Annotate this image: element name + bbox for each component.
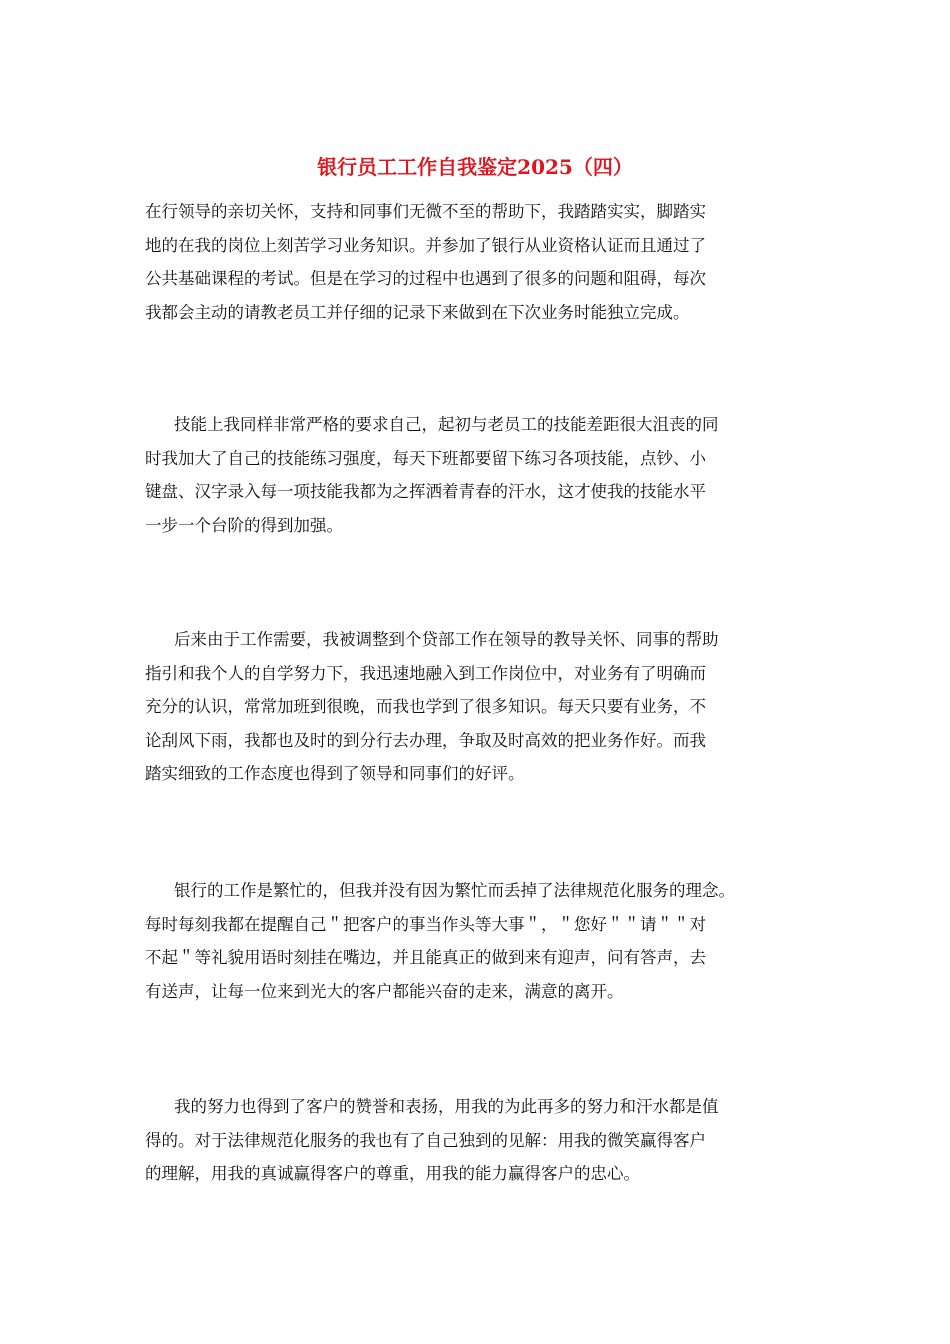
- paragraph-2: [145, 408, 825, 542]
- paragraph-4: [145, 874, 825, 1008]
- paragraph-5: [145, 1090, 825, 1191]
- paragraph-line: 每时每刻我都在提醒自己＂把客户的事当作头等大事＂，＂您好＂＂请＂＂对: [145, 914, 706, 934]
- paragraph-line: 技能上我同样非常严格的要求自己，起初与老员工的技能差距很大沮丧的同: [174, 415, 719, 434]
- document-title: 银行员工工作自我鉴定2025（四）: [317, 155, 633, 179]
- paragraph-line: 在行领导的亲切关怀，支持和同事们无微不至的帮助下，我踏踏实实，脚踏实: [145, 202, 706, 221]
- paragraph-line: 地的在我的岗位上刻苦学习业务知识。并参加了银行从业资格认证而且通过了: [145, 235, 706, 255]
- paragraph-line: 的理解，用我的真诚赢得客户的尊重，用我的能力赢得客户的忠心。: [145, 1164, 640, 1183]
- paragraph-3: [145, 623, 825, 791]
- paragraph-line: 论刮风下雨，我都也及时的到分行去办理，争取及时高效的把业务作好。而我: [145, 730, 706, 750]
- paragraph-line: 得的。对于法律规范化服务的我也有了自己独到的见解：用我的微笑赢得客户: [145, 1130, 706, 1150]
- paragraph-line: 后来由于工作需要，我被调整到个贷部工作在领导的教导关怀、同事的帮助: [174, 630, 719, 649]
- paragraph-line: 时我加大了自己的技能练习强度，每天下班都要留下练习各项技能，点钞、小: [145, 448, 706, 468]
- paragraph-line: 充分的认识，常常加班到很晚，而我也学到了很多知识。每天只要有业务，不: [145, 697, 706, 716]
- paragraph-line: 有送声，让每一位来到光大的客户都能兴奋的走来，满意的离开。: [145, 981, 624, 1001]
- paragraph-1: [145, 195, 825, 329]
- paragraph-line: 我的努力也得到了客户的赞誉和表扬，用我的为此再多的努力和汗水都是值: [174, 1097, 719, 1116]
- paragraph-line: 公共基础课程的考试。但是在学习的过程中也遇到了很多的问题和阻碍，每次: [145, 269, 706, 288]
- paragraph-line: 一步一个台阶的得到加强。: [145, 515, 343, 535]
- paragraph-line: 银行的工作是繁忙的，但我并没有因为繁忙而丢掉了法律规范化服务的理念。: [174, 881, 735, 900]
- paragraph-line: 我都会主动的请教老员工并仔细的记录下来做到在下次业务时能独立完成。: [145, 302, 690, 322]
- paragraph-line: 键盘、汉字录入每一项技能我都为之挥洒着青春的汗水，这才使我的技能水平: [145, 482, 706, 501]
- paragraph-line: 指引和我个人的自学努力下，我迅速地融入到工作岗位中，对业务有了明确而: [145, 663, 706, 683]
- paragraph-line: 踏实细致的工作态度也得到了领导和同事们的好评。: [145, 764, 525, 783]
- paragraph-line: 不起＂等礼貌用语时刻挂在嘴边，并且能真正的做到来有迎声，问有答声，去: [145, 948, 706, 967]
